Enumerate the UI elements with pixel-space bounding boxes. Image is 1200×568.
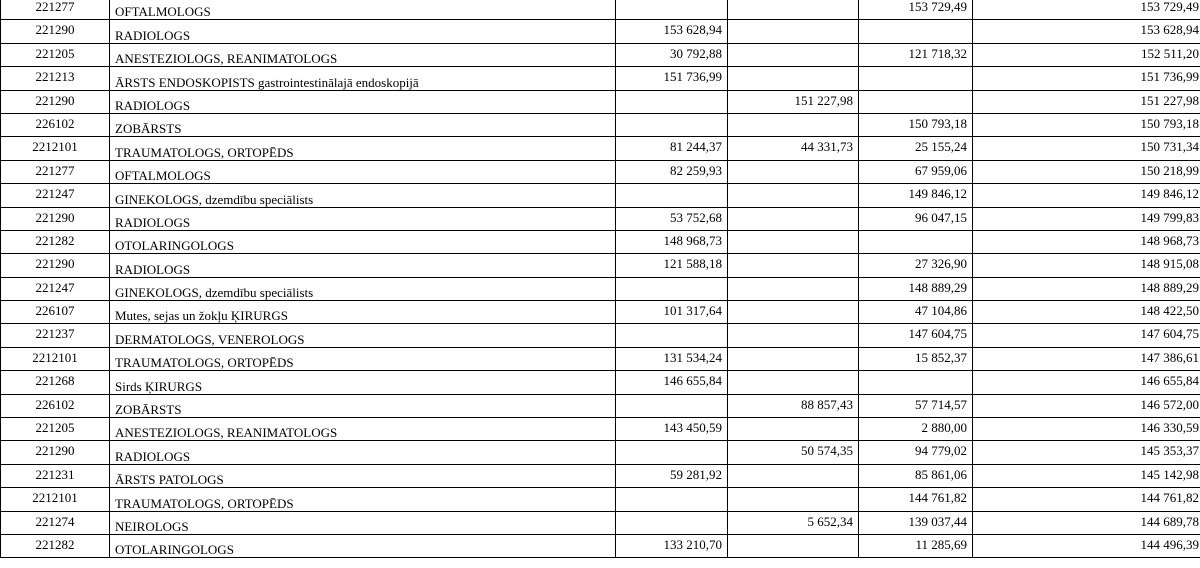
amount-cell: 53 752,68: [616, 207, 728, 230]
total-amount-cell: 147 604,75: [973, 324, 1200, 347]
amount-cell: 150 793,18: [859, 113, 973, 136]
amount-cell: [728, 488, 859, 511]
occupation-title-cell: RADIOLOGS: [110, 20, 616, 43]
table-row: [1, 371, 1200, 394]
occupation-code-cell: 226102: [1, 394, 110, 417]
amount-cell: [616, 113, 728, 136]
occupation-code-cell: 221205: [1, 43, 110, 66]
amount-cell: 81 244,37: [616, 137, 728, 160]
table-row: [1, 207, 1200, 230]
total-amount-cell: 148 968,73: [973, 230, 1200, 253]
amount-cell: 101 317,64: [616, 301, 728, 324]
amount-cell: [728, 113, 859, 136]
total-amount-cell: 153 729,49: [973, 0, 1200, 20]
occupation-title-cell: ANESTEZIOLOGS, REANIMATOLOGS: [110, 43, 616, 66]
amount-cell: 153 628,94: [616, 20, 728, 43]
occupation-code-cell: 221282: [1, 230, 110, 253]
table-row: [1, 184, 1200, 207]
occupation-title-cell: OTOLARINGOLOGS: [110, 534, 616, 557]
occupation-code-cell: 221290: [1, 90, 110, 113]
total-amount-cell: 146 655,84: [973, 371, 1200, 394]
table-row: [1, 113, 1200, 136]
occupation-code-cell: 2212101: [1, 488, 110, 511]
table-row: [1, 254, 1200, 277]
occupation-title-cell: GINEKOLOGS, dzemdību speciālists: [110, 277, 616, 300]
total-amount-cell: 148 889,29: [973, 277, 1200, 300]
amount-cell: [728, 324, 859, 347]
amount-cell: [616, 0, 728, 20]
amount-cell: [616, 441, 728, 464]
amount-cell: [728, 20, 859, 43]
amount-cell: 143 450,59: [616, 418, 728, 441]
table-row: [1, 160, 1200, 183]
occupation-title-cell: TRAUMATOLOGS, ORTOPĒDS: [110, 488, 616, 511]
total-amount-cell: 144 496,39: [973, 534, 1200, 557]
amount-cell: 144 761,82: [859, 488, 973, 511]
occupation-code-cell: 221290: [1, 207, 110, 230]
table-row: [1, 534, 1200, 557]
amount-cell: 25 155,24: [859, 137, 973, 160]
total-amount-cell: 148 422,50: [973, 301, 1200, 324]
amount-cell: 149 846,12: [859, 184, 973, 207]
amount-cell: 96 047,15: [859, 207, 973, 230]
amount-cell: [728, 347, 859, 370]
occupation-code-cell: 221282: [1, 534, 110, 557]
amount-cell: [859, 67, 973, 90]
amount-cell: [616, 394, 728, 417]
amount-cell: [616, 324, 728, 347]
total-amount-cell: 151 736,99: [973, 67, 1200, 90]
table-row: [1, 43, 1200, 66]
amount-cell: 15 852,37: [859, 347, 973, 370]
occupation-code-cell: 221290: [1, 20, 110, 43]
amount-cell: [616, 90, 728, 113]
total-amount-cell: 152 511,20: [973, 43, 1200, 66]
amount-cell: [728, 43, 859, 66]
occupation-title-cell: RADIOLOGS: [110, 207, 616, 230]
occupation-title-cell: ZOBĀRSTS: [110, 394, 616, 417]
total-amount-cell: 149 846,12: [973, 184, 1200, 207]
total-amount-cell: 149 799,83: [973, 207, 1200, 230]
amount-cell: [616, 184, 728, 207]
occupation-code-cell: 221247: [1, 277, 110, 300]
occupation-title-cell: RADIOLOGS: [110, 254, 616, 277]
amount-cell: 50 574,35: [728, 441, 859, 464]
amount-cell: 148 968,73: [616, 230, 728, 253]
total-amount-cell: 151 227,98: [973, 90, 1200, 113]
amount-cell: [859, 230, 973, 253]
amount-cell: 44 331,73: [728, 137, 859, 160]
amount-cell: [728, 230, 859, 253]
amount-cell: [728, 301, 859, 324]
total-amount-cell: 146 330,59: [973, 418, 1200, 441]
total-amount-cell: 145 142,98: [973, 464, 1200, 487]
occupation-code-cell: 226107: [1, 301, 110, 324]
table-row: [1, 347, 1200, 370]
amount-cell: 131 534,24: [616, 347, 728, 370]
occupation-code-cell: 221277: [1, 160, 110, 183]
amount-cell: [728, 371, 859, 394]
occupation-code-cell: 226102: [1, 113, 110, 136]
amount-cell: 47 104,86: [859, 301, 973, 324]
amount-cell: 121 718,32: [859, 43, 973, 66]
occupation-title-cell: ZOBĀRSTS: [110, 113, 616, 136]
amount-cell: 82 259,93: [616, 160, 728, 183]
occupation-code-cell: 221231: [1, 464, 110, 487]
amount-cell: [728, 418, 859, 441]
occupation-title-cell: Sirds ĶIRURGS: [110, 371, 616, 394]
occupation-code-cell: 2212101: [1, 347, 110, 370]
occupation-title-cell: OTOLARINGOLOGS: [110, 230, 616, 253]
occupation-title-cell: TRAUMATOLOGS, ORTOPĒDS: [110, 137, 616, 160]
total-amount-cell: 153 628,94: [973, 20, 1200, 43]
occupation-title-cell: ĀRSTS ENDOSKOPISTS gastrointestinālajā endoskopijā: [110, 67, 616, 90]
amount-cell: 147 604,75: [859, 324, 973, 347]
amount-cell: 59 281,92: [616, 464, 728, 487]
amount-cell: 27 326,90: [859, 254, 973, 277]
occupation-title-cell: ĀRSTS PATOLOGS: [110, 464, 616, 487]
occupation-title-cell: OFTALMOLOGS: [110, 0, 616, 20]
amount-cell: 85 861,06: [859, 464, 973, 487]
amount-cell: [859, 371, 973, 394]
table-row: [1, 301, 1200, 324]
occupation-title-cell: ANESTEZIOLOGS, REANIMATOLOGS: [110, 418, 616, 441]
amount-cell: [728, 160, 859, 183]
occupation-code-cell: 221268: [1, 371, 110, 394]
table-row: [1, 20, 1200, 43]
table-row: [1, 137, 1200, 160]
table-row: [1, 90, 1200, 113]
table-row: [1, 0, 1200, 20]
occupation-code-cell: 221237: [1, 324, 110, 347]
amount-cell: 146 655,84: [616, 371, 728, 394]
amount-cell: 121 588,18: [616, 254, 728, 277]
amount-cell: [728, 67, 859, 90]
total-amount-cell: 147 386,61: [973, 347, 1200, 370]
table-row: [1, 464, 1200, 487]
amount-cell: [859, 90, 973, 113]
total-amount-cell: 150 731,34: [973, 137, 1200, 160]
total-amount-cell: 144 689,78: [973, 511, 1200, 534]
amount-cell: 148 889,29: [859, 277, 973, 300]
occupation-code-cell: 221205: [1, 418, 110, 441]
occupation-title-cell: RADIOLOGS: [110, 90, 616, 113]
total-amount-cell: 145 353,37: [973, 441, 1200, 464]
amount-cell: 2 880,00: [859, 418, 973, 441]
amount-cell: [728, 534, 859, 557]
occupation-title-cell: OFTALMOLOGS: [110, 160, 616, 183]
amount-cell: 94 779,02: [859, 441, 973, 464]
table-body: [1, 0, 1200, 558]
amount-cell: [728, 0, 859, 20]
occupation-code-cell: 221277: [1, 0, 110, 20]
amount-cell: [616, 488, 728, 511]
table-row: [1, 511, 1200, 534]
occupation-title-cell: Mutes, sejas un žokļu ĶIRURGS: [110, 301, 616, 324]
amount-cell: 88 857,43: [728, 394, 859, 417]
occupation-code-cell: 221274: [1, 511, 110, 534]
occupation-code-cell: 221290: [1, 254, 110, 277]
amount-cell: [728, 207, 859, 230]
occupation-code-cell: 2212101: [1, 137, 110, 160]
table-row: [1, 418, 1200, 441]
table-row: [1, 67, 1200, 90]
occupation-title-cell: GINEKOLOGS, dzemdību speciālists: [110, 184, 616, 207]
total-amount-cell: 144 761,82: [973, 488, 1200, 511]
amount-cell: [728, 277, 859, 300]
amount-cell: [859, 20, 973, 43]
amount-cell: 11 285,69: [859, 534, 973, 557]
occupation-code-cell: 221213: [1, 67, 110, 90]
amount-cell: [728, 464, 859, 487]
total-amount-cell: 148 915,08: [973, 254, 1200, 277]
amount-cell: 133 210,70: [616, 534, 728, 557]
occupation-title-cell: DERMATOLOGS, VENEROLOGS: [110, 324, 616, 347]
amount-cell: 151 227,98: [728, 90, 859, 113]
occupation-code-cell: 221290: [1, 441, 110, 464]
amount-cell: [728, 254, 859, 277]
amount-cell: 153 729,49: [859, 0, 973, 20]
total-amount-cell: 150 218,99: [973, 160, 1200, 183]
amount-cell: [728, 184, 859, 207]
table-row: [1, 230, 1200, 253]
amount-cell: 30 792,88: [616, 43, 728, 66]
table-row: [1, 488, 1200, 511]
table-row: [1, 394, 1200, 417]
amount-cell: 151 736,99: [616, 67, 728, 90]
amount-cell: 57 714,57: [859, 394, 973, 417]
occupation-title-cell: NEIROLOGS: [110, 511, 616, 534]
amount-cell: [616, 511, 728, 534]
occupation-code-cell: 221247: [1, 184, 110, 207]
amount-cell: 67 959,06: [859, 160, 973, 183]
occupation-title-cell: TRAUMATOLOGS, ORTOPĒDS: [110, 347, 616, 370]
table-row: [1, 324, 1200, 347]
amount-cell: [616, 277, 728, 300]
occupation-title-cell: RADIOLOGS: [110, 441, 616, 464]
total-amount-cell: 150 793,18: [973, 113, 1200, 136]
total-amount-cell: 146 572,00: [973, 394, 1200, 417]
table-row: [1, 441, 1200, 464]
table-row: [1, 277, 1200, 300]
amount-cell: 5 652,34: [728, 511, 859, 534]
amount-cell: 139 037,44: [859, 511, 973, 534]
